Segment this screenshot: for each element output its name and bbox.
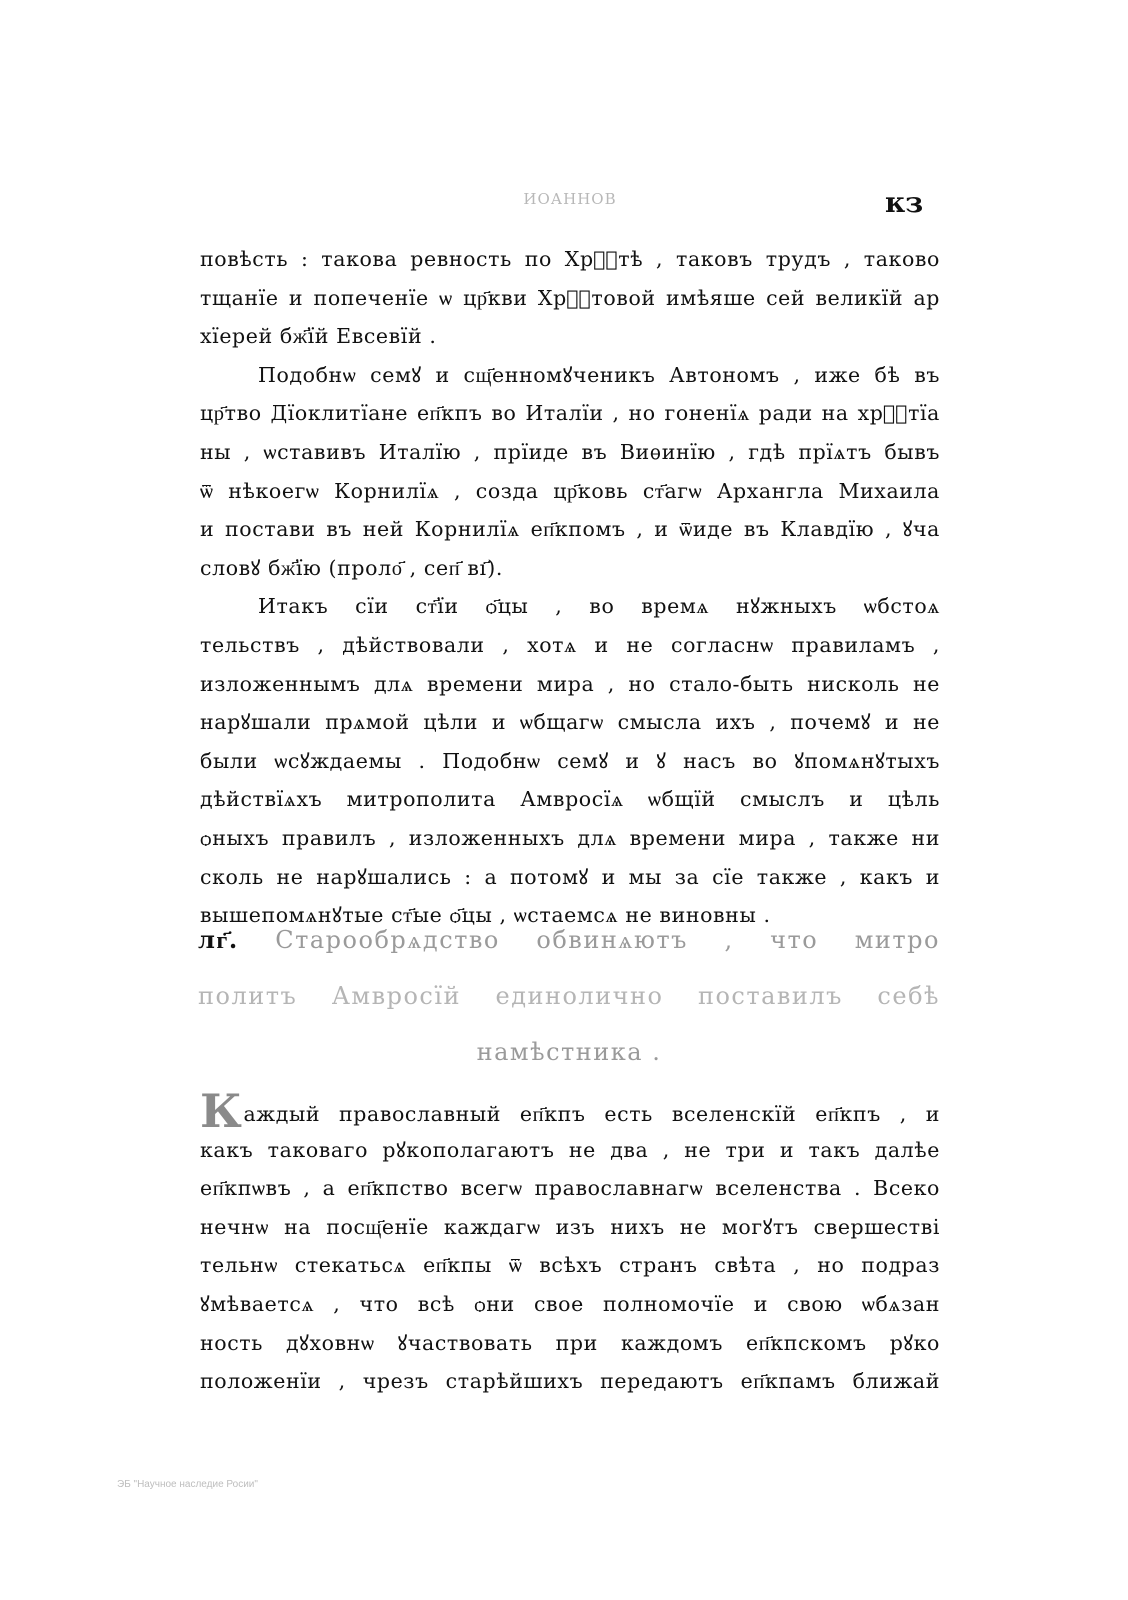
text-line: ность дꙋховнѡ ꙋчаствовать при каждомъ еп҃кпскомъ рꙋко: [200, 1330, 940, 1355]
library-credit: ЭБ "Научное наследие Росии": [117, 1479, 258, 1490]
text-line: повѣсть : такова ревность по Хрⷭ҇тѣ , таковъ трудъ , таково: [200, 247, 940, 271]
text-line: Подобнѡ семꙋ и сщ҃енномꙋченикъ Автономъ , иже бѣ въ: [258, 362, 940, 387]
text-line: нарꙋшали прѧмой цѣли и ѡбщагѡ смысла ихъ , почемꙋ и не: [200, 710, 940, 735]
section-number: лг҃.: [198, 925, 239, 954]
running-title: ИОАННОВ: [523, 190, 617, 208]
section-heading: [198, 912, 940, 1080]
text-line: тщанїе и попеченїе ѡ цр҃кви Хрⷭ҇товой имѣяше сей великїй ар: [200, 285, 940, 310]
text-line: вышепомѧнꙋтые ст҃ые ѻ҃цы , ѡстаемсѧ не виновны .: [200, 903, 771, 928]
text-line: ꙋмѣваетсѧ , что всѣ ѻни свое полномочїе и свою ѡбѧзан: [200, 1291, 940, 1316]
text-line: были ѡсꙋждаемы . Подобнѡ семꙋ и ꙋ насъ во ꙋпомѧнꙋтыхъ: [200, 748, 940, 773]
text-line: изложеннымъ длѧ времени мира , но стало-быть нисколь не: [200, 671, 940, 696]
text-line: цр҃тво Дїоклитїане еп҃кпъ во Италїи , но гоненїѧ ради на хрⷭ҇тїа: [200, 401, 940, 426]
upper-text-block: [200, 240, 940, 935]
text-line: тельствъ , дѣйствовали , хотѧ и не согласнѡ правиламъ ,: [200, 632, 940, 657]
text-line: еп҃кпѡвъ , а еп҃кпство всегѡ православнагѡ вселенства . Всеко: [200, 1176, 940, 1201]
text-line: ны , ѡставивъ Италїю , прїиде въ Виѳинїю , гдѣ прїѧтъ бывъ: [200, 439, 940, 464]
text-line: какъ таковаго рꙋкополагаютъ не два , не три и такъ далѣе: [200, 1137, 940, 1162]
text-line: словꙋ бж҃їю (проло҃ , сеп҃ вı҃).: [200, 555, 504, 580]
text-line: дѣйствїѧхъ митрополита Амвросїѧ ѡбщїй смыслъ и цѣль: [200, 787, 940, 812]
text-line: хїерей бж҃їй Евсевїй .: [200, 324, 437, 349]
drop-cap: К: [200, 1092, 243, 1131]
section-heading-line: [198, 912, 940, 968]
page-number: кз: [885, 186, 924, 219]
lower-text-block: [200, 1092, 940, 1401]
text-line: ѻныхъ правилъ , изложенныхъ длѧ времени мира , также ни: [200, 825, 940, 850]
text-line: Итакъ сїи ст҃їи ѻ҃цы , во времѧ нꙋжныхъ ѡбстоѧ: [258, 594, 940, 619]
section-heading-line: намѣстника .: [476, 1038, 662, 1066]
text-line-content: аждый православный еп҃кпъ есть вселенскїй еп҃кпъ , и: [243, 1102, 940, 1126]
section-heading-line: политъ Амвросїй единолично поставилъ себѣ: [198, 982, 940, 1010]
text-line: и постави въ ней Корнилїѧ еп҃кпомъ , и ѿиде въ Клавдїю , ꙋча: [200, 517, 940, 542]
section-heading-text: Старообрѧдство обвинѧютъ , что митро: [275, 926, 940, 954]
text-line: [200, 1092, 940, 1131]
text-line: положенїи , чрезъ старѣйшихъ передаютъ еп҃кпамъ ближай: [200, 1369, 940, 1394]
text-line: нечнѡ на посщ҃енїе каждагѡ изъ нихъ не могꙋтъ свершествi: [200, 1214, 940, 1239]
text-line: ѿ нѣкоегѡ Корнилїѧ , созда цр҃ковь ст҃агѡ Архангла Михаила: [200, 478, 940, 503]
text-line: тельнѡ стекатьсѧ еп҃кпы ѿ всѣхъ странъ свѣта , но подраз: [200, 1253, 940, 1278]
text-line: сколь не нарꙋшались : а потомꙋ и мы за сїе также , какъ и: [200, 864, 940, 889]
